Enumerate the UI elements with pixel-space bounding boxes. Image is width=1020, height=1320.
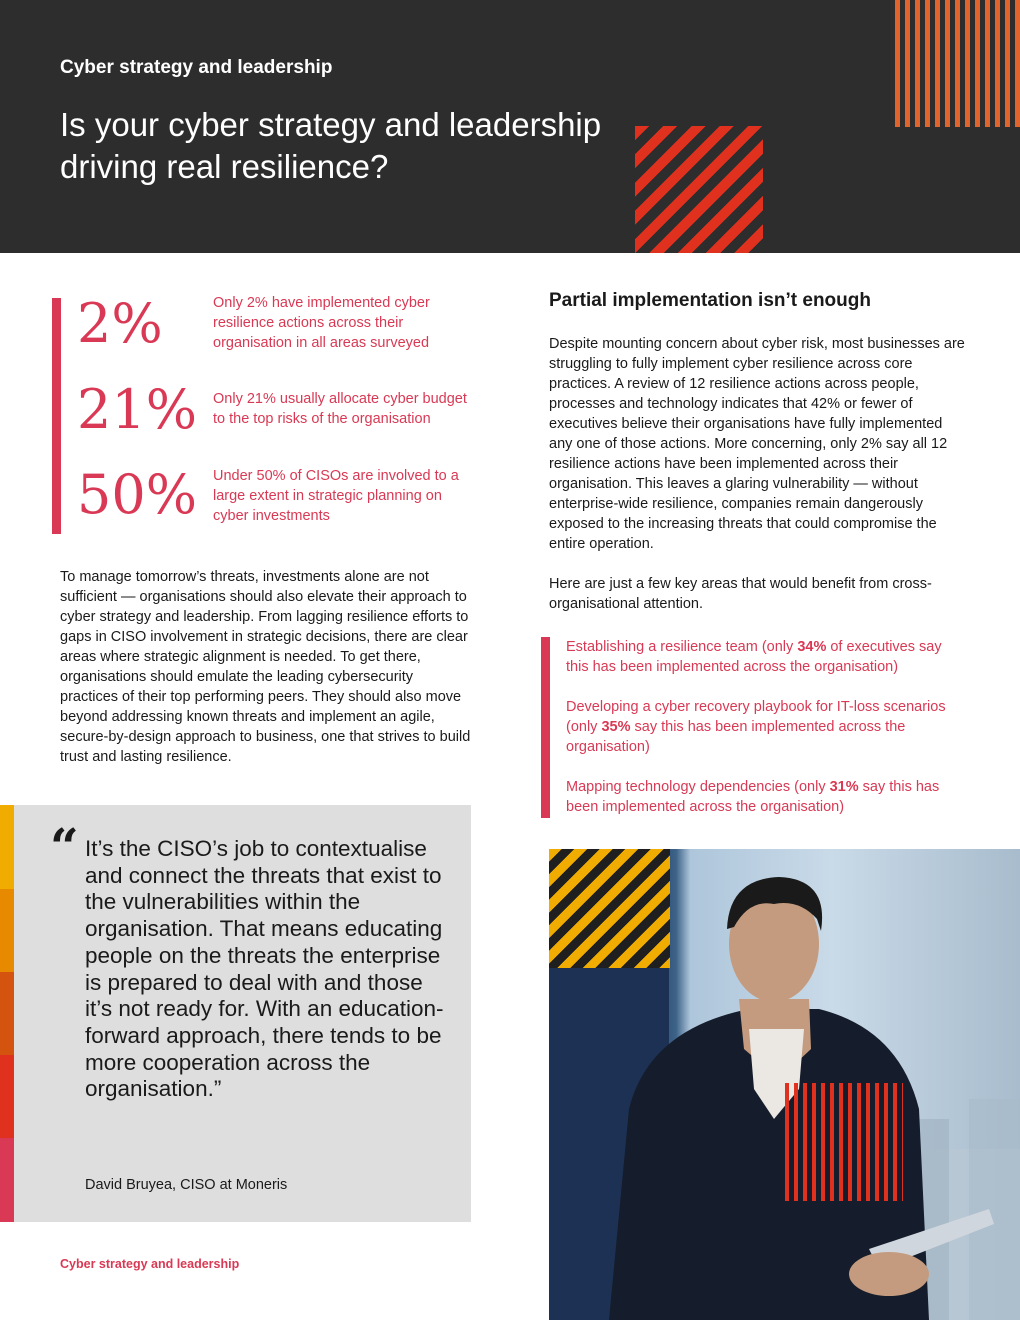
quote-attribution: David Bruyea, CISO at Moneris xyxy=(85,1177,288,1193)
bullets-accent-bar xyxy=(541,637,550,818)
key-area-text: Establishing a resilience team (only xyxy=(566,639,798,655)
pull-quote: It’s the CISO’s job to contextualise and connect the threats that exist to the vulnerabilities within the organisation. That means educating people on the threats the enterprise is prepared to deal with and those it’s not ready for. With an education-forward approach, there tends to be more cooperation across the organisation.” xyxy=(85,836,444,1102)
stat-description: Only 2% have implemented cyber resilience actions across their organisation in all areas surveyed xyxy=(213,295,430,351)
key-area-item xyxy=(566,777,966,817)
quote-band-red xyxy=(0,1055,14,1138)
footer-label: Cyber strategy and leadership xyxy=(60,1257,240,1271)
body-paragraph: Despite mounting concern about cyber risk, most businesses are struggling to fully implement cyber resilience across core practices. A review of 12 resilience actions across people, processes and technology indicates that 42% or fewer of executives believe their organisations have fully implemented any one of those actions. More concerning, only 2% say all 12 resilience actions have been implemented across their organisation. This leaves a glaring vulnerability — without enterprise-wide resilience, companies remain dangerously exposed to the increasing threats that could compromise the entire operation. xyxy=(549,336,965,552)
section-heading: Partial implementation isn’t enough xyxy=(549,290,871,311)
body-paragraph: Here are just a few key areas that would benefit from cross-organisational attention. xyxy=(549,576,932,612)
key-area-text: say this has been implemented across the organisation) xyxy=(566,779,940,815)
stat-value: 21% xyxy=(77,378,198,441)
section-kicker: Cyber strategy and leadership xyxy=(60,57,333,78)
decorative-diagonal-stripes-yellow xyxy=(549,849,670,968)
key-area-text: say this has been implemented across the organisation) xyxy=(566,719,906,755)
intro-paragraph: To manage tomorrow’s threats, investments alone are not sufficient — organisations should also elevate their approach to cyber strategy and leadership. From lagging resilience efforts to gaps in CISO involvement in strategic decisions, there are clear areas where strategic alignment is needed. To get there, organisations should emulate the leading cybersecurity practices of their top performing peers. They should also move beyond addressing known threats and implement an agile, secure-by-design approach to business, one that strives to build trust and lasting resilience. xyxy=(60,569,471,765)
stats-accent-bar xyxy=(52,298,61,534)
key-area-percent: 35% xyxy=(601,719,631,735)
page-title: Is your cyber strategy and leadership driving real resilience? xyxy=(60,106,602,185)
decorative-vertical-stripes xyxy=(895,0,1020,127)
decorative-vertical-stripes-red xyxy=(785,1083,903,1201)
stat-value: 2% xyxy=(77,292,163,355)
quote-band-orange xyxy=(0,889,14,972)
quote-mark-icon: “ xyxy=(50,817,79,876)
stat-value: 50% xyxy=(77,463,198,526)
decorative-diagonal-stripes xyxy=(635,126,763,253)
key-area-percent: 31% xyxy=(829,779,859,795)
quote-band-dark-orange xyxy=(0,972,14,1055)
key-area-item xyxy=(566,697,966,757)
stat-description: Under 50% of CISOs are involved to a large extent in strategic planning on cyber investments xyxy=(213,468,459,524)
quote-band-pink xyxy=(0,1138,14,1222)
key-area-item xyxy=(566,637,966,677)
key-area-text: of executives say this has been implemented across the organisation) xyxy=(566,639,942,675)
key-area-percent: 34% xyxy=(797,639,827,655)
quote-band-yellow xyxy=(0,805,14,889)
stat-description: Only 21% usually allocate cyber budget to the top risks of the organisation xyxy=(213,391,467,427)
key-area-text: Mapping technology dependencies (only xyxy=(566,779,830,795)
key-area-text: Developing a cyber recovery playbook for IT-loss scenarios (only xyxy=(566,699,946,735)
